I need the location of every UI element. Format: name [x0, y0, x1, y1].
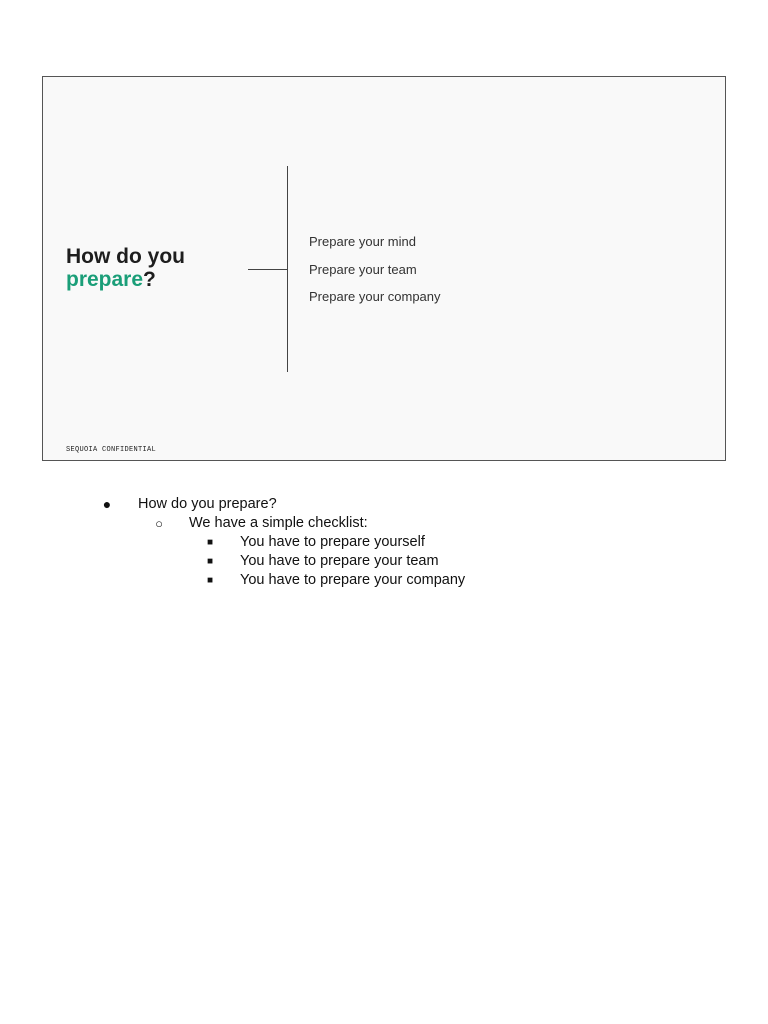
slide-thumbnail	[42, 76, 726, 461]
slide-item-list	[309, 233, 441, 316]
note-text: You have to prepare your company	[240, 572, 466, 588]
note-text: We have a simple checklist:	[189, 515, 368, 531]
square-bullet-icon: ■	[206, 575, 214, 586]
square-bullet-icon: ■	[206, 537, 214, 548]
slide-item: Prepare your mind	[309, 234, 416, 249]
filled-circle-bullet-icon: ●	[102, 496, 112, 512]
note-text: You have to prepare your team	[240, 553, 439, 569]
slide-title-line1: How do you	[66, 245, 185, 268]
slide-title	[66, 245, 185, 291]
divider-line	[287, 166, 288, 372]
connector-line	[248, 269, 288, 270]
confidential-footer: SEQUOIA CONFIDENTIAL	[66, 446, 157, 454]
slide-title-end: ?	[143, 268, 156, 291]
note-text: You have to prepare yourself	[240, 534, 425, 550]
slide-item: Prepare your company	[309, 289, 441, 304]
hollow-circle-bullet-icon: ○	[155, 516, 163, 531]
square-bullet-icon: ■	[206, 556, 214, 567]
note-text: How do you prepare?	[138, 496, 277, 512]
slide-item: Prepare your team	[309, 261, 417, 277]
slide-title-accent: prepare	[66, 268, 144, 291]
